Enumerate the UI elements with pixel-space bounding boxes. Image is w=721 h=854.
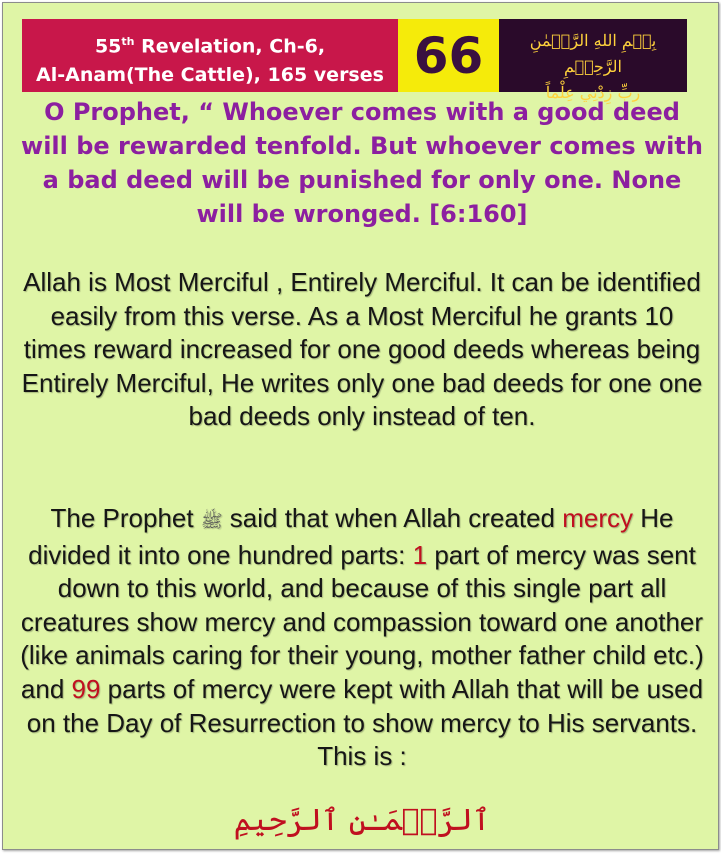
slide-card — [2, 2, 719, 850]
explanation-paragraph: Allah is Most Merciful , Entirely Merciful. It can be identified easily from this verse. As a Most Merciful he grants 10 times reward increased for one good deeds whereas being Entirely Merciful, He writes only one bad deeds for one one bad deeds only instead of ten. — [21, 267, 703, 432]
ninety-nine-highlight: 99 — [71, 673, 101, 704]
salawat-symbol: ﷺ — [200, 511, 223, 532]
hadith-paragraph: The Prophet ﷺ said that when Allah created mercy He divided it into one hundred parts: 1 part of mercy was sent down to this world, and because of this single part all creatures show mercy and compassion toward one another (like animals caring for their young, mother father child etc.) and 99 parts of mercy were kept with Allah that will be used on the Day of Resurrection to show mercy to His servants. This is : — [20, 503, 704, 772]
dua-text: ربِّ زِدْنِي عِلْماً — [545, 83, 641, 102]
revelation-line: 55th Revelation, Ch-6, — [94, 35, 326, 58]
bismillah-box — [499, 19, 687, 102]
header-banner — [22, 19, 687, 102]
revelation-info — [22, 19, 398, 92]
bismillah-text: بِسۡمِ اللهِ الرَّحۡمٰنِ الرَّحِيۡمِ — [529, 31, 657, 76]
closing-arabic: ٱلرَّحۡمَـٰنِ ٱلرَّحِيمِ — [233, 803, 491, 838]
surah-line: Al-Anam(The Cattle), 165 verses — [36, 64, 384, 87]
mercy-highlight: mercy — [562, 503, 634, 533]
verse-quote: O Prophet, “ Whoever comes with a good deed will be rewarded tenfold. But whoever comes with a bad deed will be punished for only one. None will be wronged. [6:160] — [21, 98, 703, 228]
one-highlight: 1 — [412, 539, 428, 570]
day-number: 66 — [398, 19, 499, 92]
